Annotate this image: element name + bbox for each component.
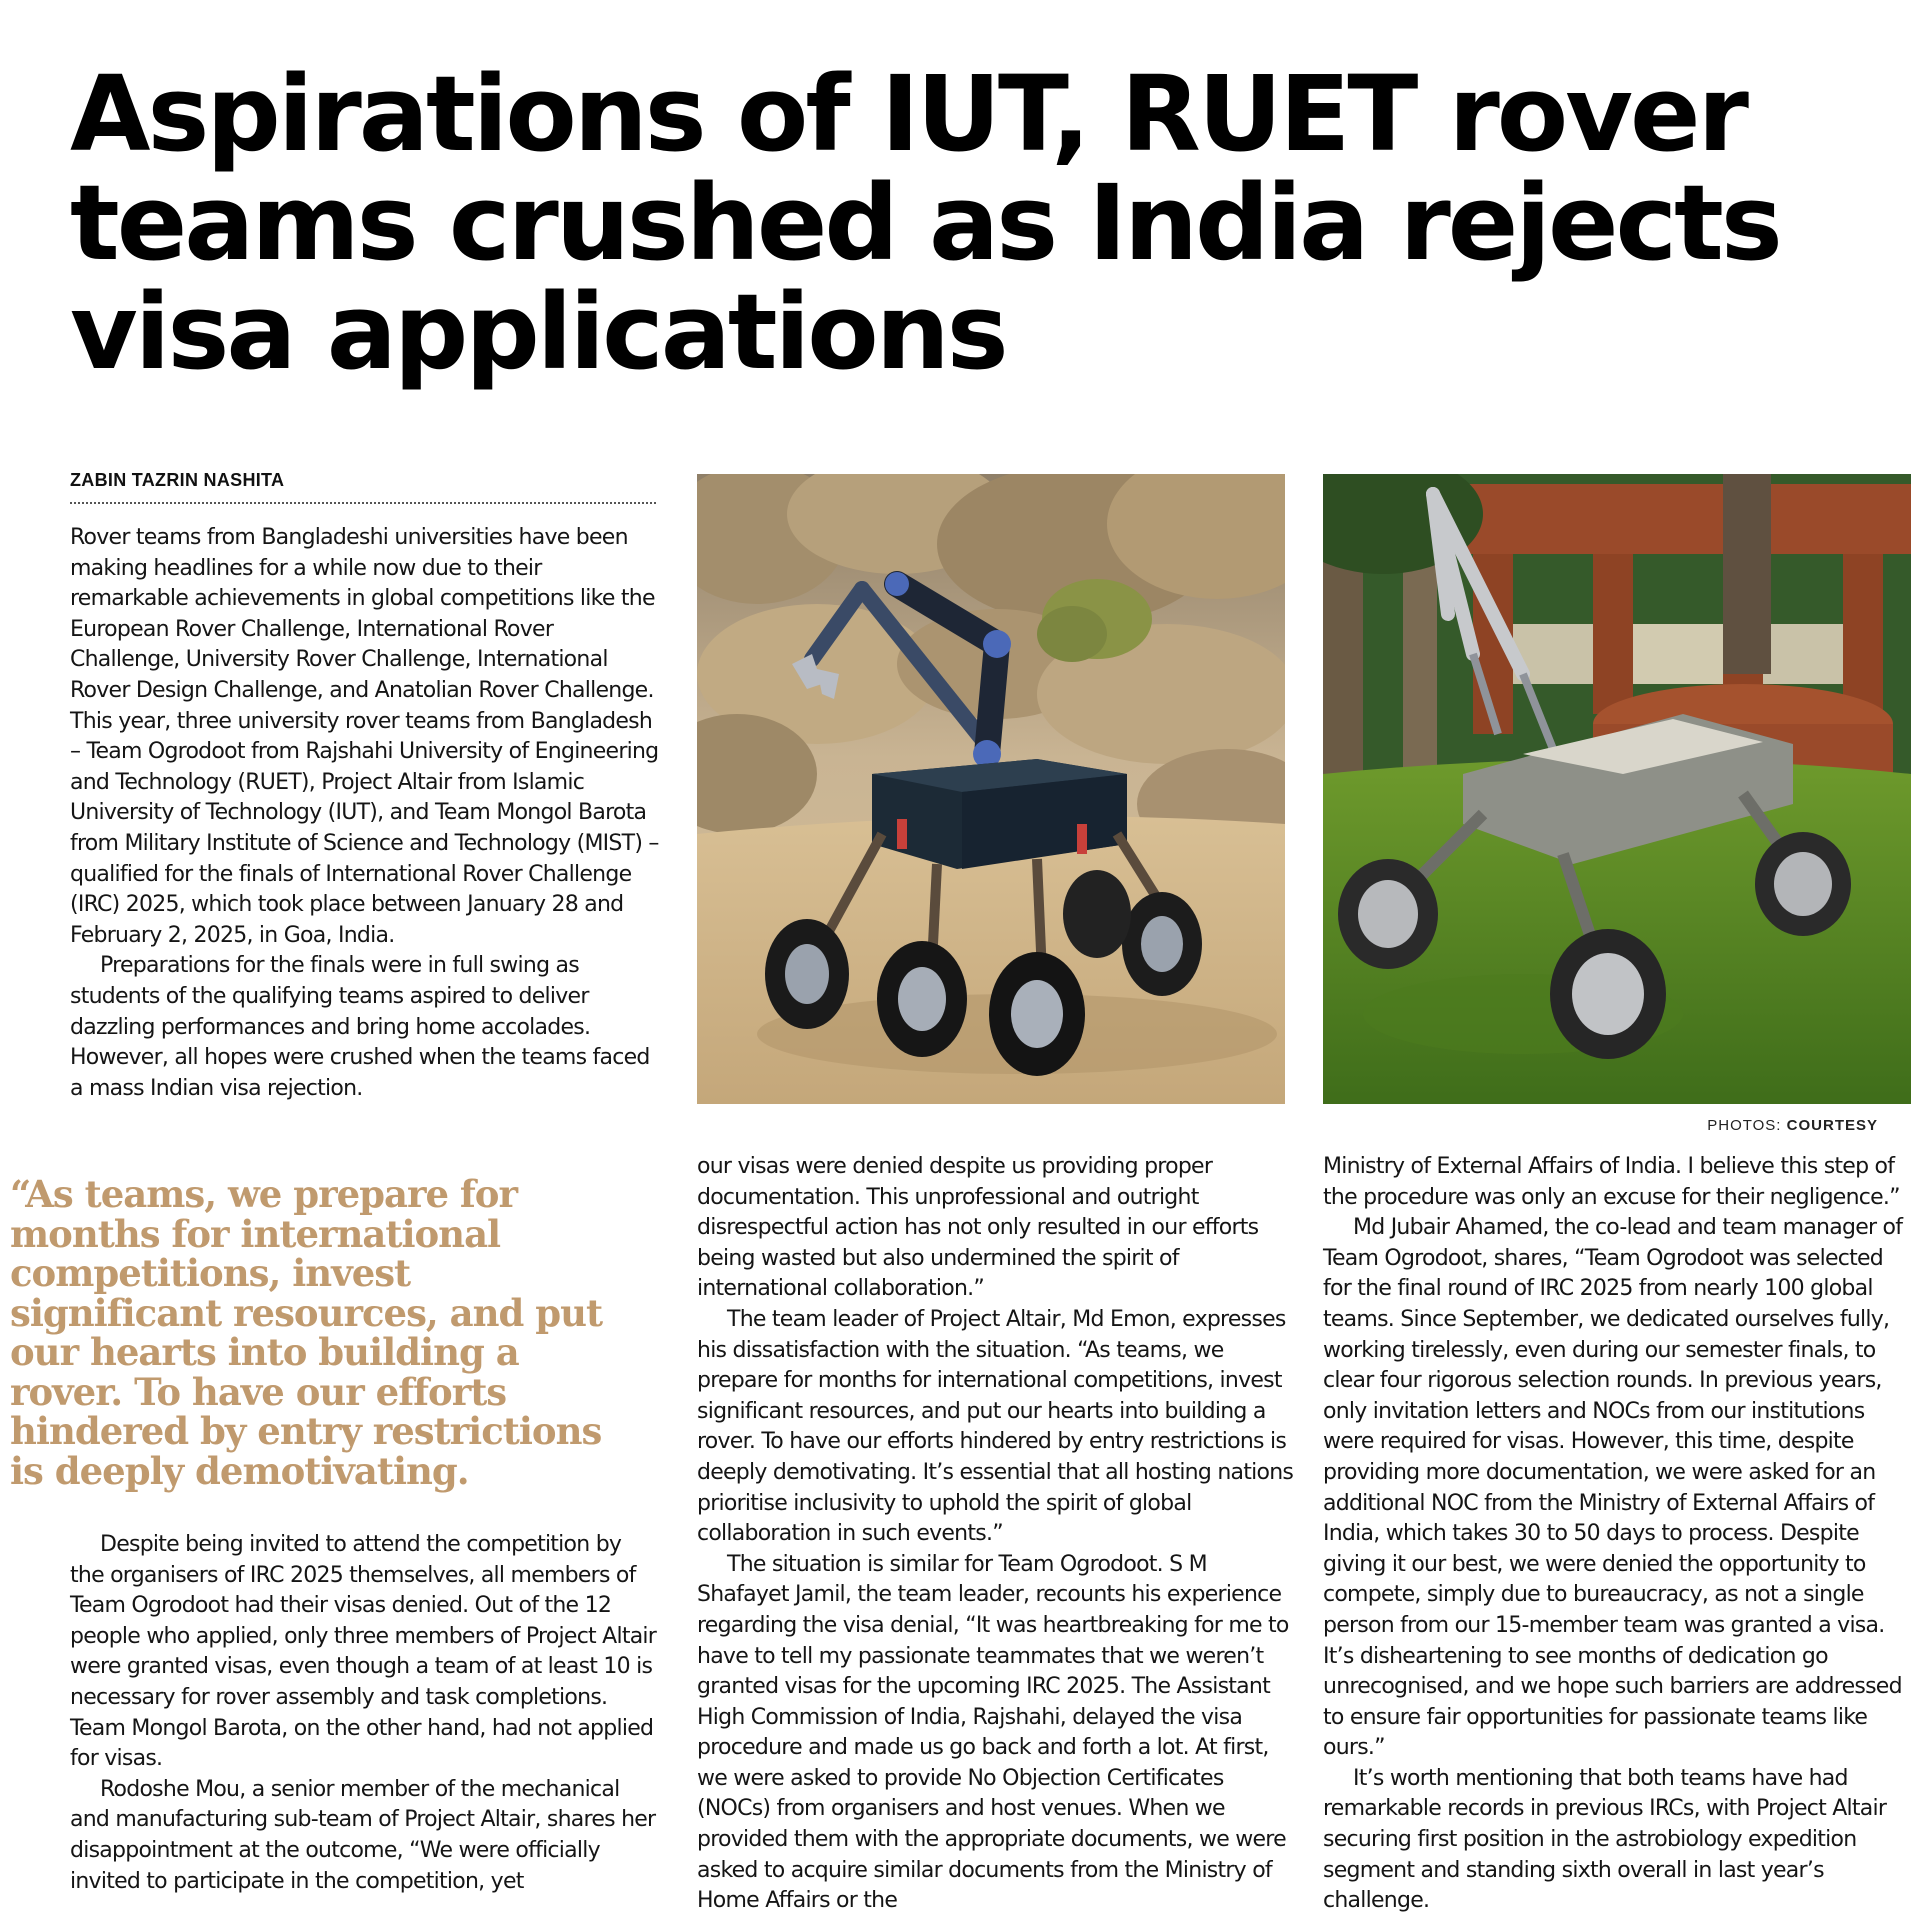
paragraph: Ministry of External Affairs of India. I believe this step of the procedure was only an excuse for their negligence.” xyxy=(1323,1154,1900,1210)
article-column-1-bottom xyxy=(70,1530,660,1897)
photo-credit-source: COURTESY xyxy=(1786,1117,1878,1134)
photo-credit xyxy=(1600,1117,1878,1134)
paragraph: The situation is similar for Team Ogrodoot. S M Shafayet Jamil, the team leader, recounts his experience regarding the visa denial, “It was heartbreaking for me to have to tell my passionate teammates that we weren’t granted visas for the upcoming IRC 2025. The Assistant High Commission of India, Rajshahi, delayed the visa procedure and made us go back and forth a lot. At first, we were asked to provide No Objection Certificates (NOCs) from organisers and host venues. When we provided them with the appropriate documents, we were asked to acquire similar documents from the Ministry of Home Affairs or the xyxy=(697,1551,1289,1914)
paragraph: It’s worth mentioning that both teams have had remarkable records in previous IRCs, with Project Altair securing first position in the astrobiology expedition segment and standing sixth overall in last year’s challenge. xyxy=(1323,1765,1887,1914)
paragraph: Preparations for the finals were in full swing as students of the qualifying teams aspired to deliver dazzling performances and bring home accolades. However, all hopes were crushed when the teams faced a mass Indian visa rejection. xyxy=(70,953,650,1101)
article-column-3 xyxy=(1323,1152,1911,1917)
headline: Aspirations of IUT, RUET rover teams crushed as India rejects visa applications xyxy=(70,53,1780,393)
article-column-2 xyxy=(697,1152,1297,1917)
rover-campus-illustration xyxy=(1323,474,1911,1104)
paragraph: our visas were denied despite us providing proper documentation. This unprofessional and outright disrespectful action has not only resulted in our efforts being wasted but also undermined the spirit of international collaboration.” xyxy=(697,1154,1259,1302)
byline: ZABIN TAZRIN NASHITA xyxy=(70,470,656,504)
pull-quote: “As teams, we prepare for months for international competitions, invest significant resources, and put our hearts into building a rover. To have our efforts hindered by entry restrictions is deeply demotivating. xyxy=(10,1172,603,1493)
paragraph: The team leader of Project Altair, Md Emon, expresses his dissatisfaction with the situation. “As teams, we prepare for months for international competitions, invest significant resources, and put our hearts into building a rover. To have our efforts hindered by entry restrictions is deeply demotivating. It’s essential that all hosting nations prioritise inclusivity to uphold the spirit of global collaboration in such events.” xyxy=(697,1306,1294,1547)
article-column-1-top xyxy=(70,523,660,1104)
paragraph: Md Jubair Ahamed, the co-lead and team manager of Team Ogrodoot, shares, “Team Ogrodoot was selected for the final round of IRC 2025 from nearly 100 global teams. Since September, we dedicated ourselves fully, working tirelessly, even during our semester finals, to clear four rigorous selection rounds. In previous years, only invitation letters and NOCs from our institutions were required for visas. However, this time, despite providing more documentation, we were asked for an additional NOC from the Ministry of External Affairs of India, which takes 30 to 50 days to process. Despite giving it our best, we were denied the opportunity to compete, simply due to bureaucracy, as not a single person from our 15-member team was granted a visa. It’s disheartening to see months of dedication go unrecognised, and we hope such barriers are addressed to ensure fair opportunities for passionate teams like ours.” xyxy=(1323,1215,1903,1761)
rover-photo-campus xyxy=(1323,474,1911,1104)
rover-desert-illustration xyxy=(697,474,1285,1104)
paragraph: Rodoshe Mou, a senior member of the mechanical and manufacturing sub-team of Project Altair, shares her disappointment at the outcome, “We were officially invited to participate in the competition, yet xyxy=(70,1776,656,1894)
paragraph: Rover teams from Bangladeshi universities have been making headlines for a while now due to their remarkable achievements in global competitions like the European Rover Challenge, International Rover Challenge, University Rover Challenge, International Rover Design Challenge, and Anatolian Rover Challenge. This year, three university rover teams from Bangladesh – Team Ogrodoot from Rajshahi University of Engineering and Technology (RUET), Project Altair from Islamic University of Technology (IUT), and Team Mongol Barota from Military Institute of Science and Technology (MIST) – qualified for the finals of International Rover Challenge (IRC) 2025, which took place between January 28 and February 2, 2025, in Goa, India. xyxy=(70,525,659,948)
rover-photo-desert xyxy=(697,474,1285,1104)
photo-credit-label: PHOTOS: xyxy=(1707,1117,1782,1134)
paragraph: Despite being invited to attend the competition by the organisers of IRC 2025 themselves, all members of Team Ogrodoot had their visas denied. Out of the 12 people who applied, only three members of Project Altair were granted visas, even though a team of at least 10 is necessary for rover assembly and task completions. Team Mongol Barota, on the other hand, had not applied for visas. xyxy=(70,1532,657,1772)
